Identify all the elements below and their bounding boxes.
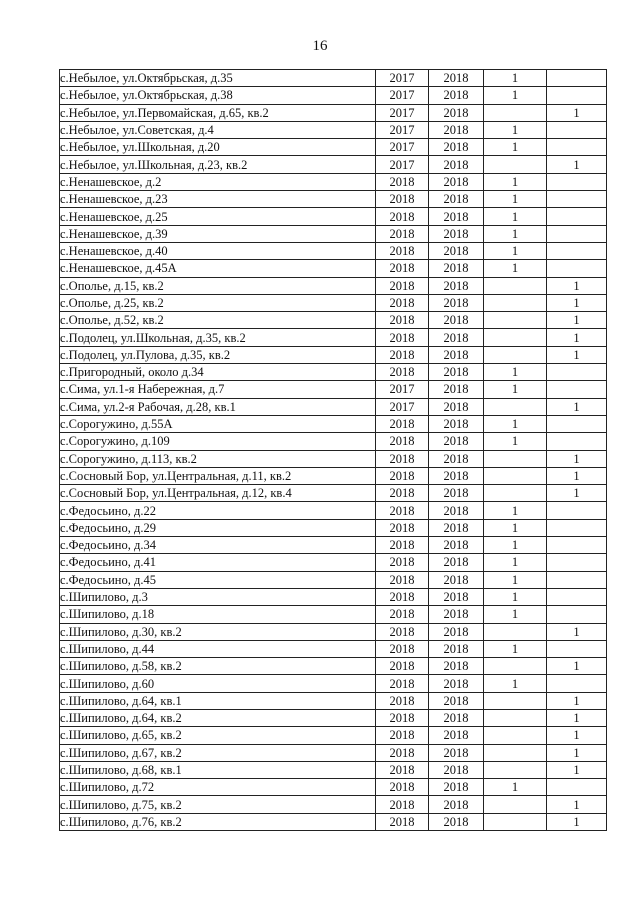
- year-end-cell: 2018: [429, 606, 484, 623]
- year-end-cell: 2018: [429, 346, 484, 363]
- table-row: [60, 415, 607, 432]
- year-start-cell: 2018: [376, 727, 429, 744]
- count-a-cell: 1: [484, 606, 547, 623]
- count-b-cell: 1: [547, 156, 607, 173]
- count-a-cell: 1: [484, 433, 547, 450]
- table-row: [60, 242, 607, 259]
- table-row: [60, 727, 607, 744]
- count-a-cell: 1: [484, 779, 547, 796]
- count-b-cell: [547, 415, 607, 432]
- address-cell: с.Шипилово, д.58, кв.2: [60, 658, 376, 675]
- count-a-cell: 1: [484, 640, 547, 657]
- address-cell: с.Шипилово, д.75, кв.2: [60, 796, 376, 813]
- count-a-cell: [484, 658, 547, 675]
- table-row: [60, 709, 607, 726]
- year-start-cell: 2018: [376, 242, 429, 259]
- year-start-cell: 2018: [376, 467, 429, 484]
- table-row: [60, 537, 607, 554]
- address-cell: с.Ненашевское, д.23: [60, 191, 376, 208]
- year-end-cell: 2018: [429, 433, 484, 450]
- count-a-cell: [484, 692, 547, 709]
- count-b-cell: 1: [547, 658, 607, 675]
- table-row: [60, 658, 607, 675]
- year-start-cell: 2018: [376, 415, 429, 432]
- year-start-cell: 2018: [376, 364, 429, 381]
- year-start-cell: 2018: [376, 277, 429, 294]
- table-row: [60, 588, 607, 605]
- table-row: [60, 433, 607, 450]
- year-end-cell: 2018: [429, 294, 484, 311]
- year-end-cell: 2018: [429, 623, 484, 640]
- address-cell: с.Сорогужино, д.113, кв.2: [60, 450, 376, 467]
- address-cell: с.Шипилово, д.64, кв.1: [60, 692, 376, 709]
- address-cell: с.Ополье, д.25, кв.2: [60, 294, 376, 311]
- year-end-cell: 2018: [429, 779, 484, 796]
- address-cell: с.Шипилово, д.76, кв.2: [60, 813, 376, 830]
- year-end-cell: 2018: [429, 554, 484, 571]
- table-row: [60, 761, 607, 778]
- address-cell: с.Сорогужино, д.109: [60, 433, 376, 450]
- year-start-cell: 2017: [376, 87, 429, 104]
- count-a-cell: 1: [484, 208, 547, 225]
- address-cell: с.Шипилово, д.65, кв.2: [60, 727, 376, 744]
- count-a-cell: [484, 104, 547, 121]
- count-a-cell: 1: [484, 191, 547, 208]
- count-a-cell: 1: [484, 537, 547, 554]
- year-start-cell: 2018: [376, 173, 429, 190]
- count-a-cell: [484, 813, 547, 830]
- year-start-cell: 2017: [376, 121, 429, 138]
- year-end-cell: 2018: [429, 485, 484, 502]
- address-cell: с.Ненашевское, д.40: [60, 242, 376, 259]
- year-end-cell: 2018: [429, 87, 484, 104]
- count-b-cell: 1: [547, 277, 607, 294]
- address-cell: с.Сима, ул.2-я Рабочая, д.28, кв.1: [60, 398, 376, 415]
- count-a-cell: [484, 727, 547, 744]
- year-start-cell: 2018: [376, 554, 429, 571]
- table-row: [60, 191, 607, 208]
- table-row: [60, 139, 607, 156]
- year-start-cell: 2018: [376, 191, 429, 208]
- year-end-cell: 2018: [429, 398, 484, 415]
- year-start-cell: 2017: [376, 156, 429, 173]
- count-a-cell: 1: [484, 554, 547, 571]
- table-row: [60, 104, 607, 121]
- count-a-cell: [484, 744, 547, 761]
- count-a-cell: [484, 709, 547, 726]
- count-a-cell: 1: [484, 225, 547, 242]
- table-row: [60, 294, 607, 311]
- registry-table: [59, 69, 607, 831]
- table-row: [60, 485, 607, 502]
- table-row: [60, 312, 607, 329]
- count-b-cell: 1: [547, 813, 607, 830]
- table-row: [60, 277, 607, 294]
- year-end-cell: 2018: [429, 658, 484, 675]
- year-end-cell: 2018: [429, 502, 484, 519]
- year-end-cell: 2018: [429, 260, 484, 277]
- count-a-cell: [484, 156, 547, 173]
- year-start-cell: 2018: [376, 260, 429, 277]
- count-b-cell: 1: [547, 692, 607, 709]
- count-b-cell: [547, 433, 607, 450]
- year-start-cell: 2017: [376, 70, 429, 87]
- count-a-cell: [484, 485, 547, 502]
- year-start-cell: 2018: [376, 485, 429, 502]
- year-end-cell: 2018: [429, 242, 484, 259]
- count-a-cell: 1: [484, 260, 547, 277]
- table-row: [60, 398, 607, 415]
- count-b-cell: 1: [547, 796, 607, 813]
- year-end-cell: 2018: [429, 104, 484, 121]
- address-cell: с.Небылое, ул.Октябрьская, д.38: [60, 87, 376, 104]
- year-end-cell: 2018: [429, 208, 484, 225]
- year-end-cell: 2018: [429, 796, 484, 813]
- count-b-cell: [547, 121, 607, 138]
- year-start-cell: 2018: [376, 692, 429, 709]
- count-a-cell: 1: [484, 571, 547, 588]
- table-row: [60, 519, 607, 536]
- year-start-cell: 2018: [376, 312, 429, 329]
- year-end-cell: 2018: [429, 121, 484, 138]
- year-start-cell: 2018: [376, 779, 429, 796]
- year-start-cell: 2018: [376, 433, 429, 450]
- count-b-cell: [547, 537, 607, 554]
- count-a-cell: [484, 329, 547, 346]
- count-b-cell: [547, 779, 607, 796]
- count-b-cell: 1: [547, 104, 607, 121]
- year-start-cell: 2017: [376, 381, 429, 398]
- count-b-cell: 1: [547, 346, 607, 363]
- address-cell: с.Ополье, д.52, кв.2: [60, 312, 376, 329]
- table-row: [60, 260, 607, 277]
- address-cell: с.Ненашевское, д.25: [60, 208, 376, 225]
- table-row: [60, 796, 607, 813]
- count-b-cell: [547, 260, 607, 277]
- year-start-cell: 2018: [376, 502, 429, 519]
- table-row: [60, 173, 607, 190]
- count-a-cell: 1: [484, 70, 547, 87]
- count-a-cell: 1: [484, 588, 547, 605]
- address-cell: с.Небылое, ул.Школьная, д.20: [60, 139, 376, 156]
- year-end-cell: 2018: [429, 329, 484, 346]
- address-cell: с.Федосьино, д.45: [60, 571, 376, 588]
- table-row: [60, 675, 607, 692]
- year-end-cell: 2018: [429, 277, 484, 294]
- address-cell: с.Небылое, ул.Первомайская, д.65, кв.2: [60, 104, 376, 121]
- table-row: [60, 779, 607, 796]
- count-a-cell: [484, 312, 547, 329]
- address-cell: с.Федосьино, д.22: [60, 502, 376, 519]
- year-end-cell: 2018: [429, 70, 484, 87]
- count-b-cell: [547, 381, 607, 398]
- count-b-cell: [547, 554, 607, 571]
- year-end-cell: 2018: [429, 692, 484, 709]
- year-start-cell: 2018: [376, 623, 429, 640]
- count-a-cell: [484, 450, 547, 467]
- year-end-cell: 2018: [429, 537, 484, 554]
- address-cell: с.Небылое, ул.Октябрьская, д.35: [60, 70, 376, 87]
- year-start-cell: 2017: [376, 398, 429, 415]
- year-start-cell: 2018: [376, 537, 429, 554]
- count-b-cell: 1: [547, 398, 607, 415]
- address-cell: с.Шипилово, д.44: [60, 640, 376, 657]
- count-a-cell: 1: [484, 242, 547, 259]
- address-cell: с.Федосьино, д.41: [60, 554, 376, 571]
- table-row: [60, 571, 607, 588]
- address-cell: с.Сосновый Бор, ул.Центральная, д.12, кв.4: [60, 485, 376, 502]
- table-row: [60, 381, 607, 398]
- address-cell: с.Шипилово, д.64, кв.2: [60, 709, 376, 726]
- year-start-cell: 2018: [376, 346, 429, 363]
- table-row: [60, 623, 607, 640]
- year-end-cell: 2018: [429, 813, 484, 830]
- year-end-cell: 2018: [429, 519, 484, 536]
- count-a-cell: [484, 346, 547, 363]
- year-start-cell: 2018: [376, 675, 429, 692]
- year-start-cell: 2018: [376, 519, 429, 536]
- count-b-cell: 1: [547, 450, 607, 467]
- count-b-cell: 1: [547, 294, 607, 311]
- year-end-cell: 2018: [429, 709, 484, 726]
- count-b-cell: 1: [547, 312, 607, 329]
- year-end-cell: 2018: [429, 139, 484, 156]
- address-cell: с.Шипилово, д.67, кв.2: [60, 744, 376, 761]
- count-a-cell: 1: [484, 502, 547, 519]
- table-row: [60, 640, 607, 657]
- count-b-cell: [547, 70, 607, 87]
- count-b-cell: 1: [547, 623, 607, 640]
- year-start-cell: 2018: [376, 640, 429, 657]
- count-b-cell: [547, 588, 607, 605]
- year-end-cell: 2018: [429, 588, 484, 605]
- page-number: 16: [312, 38, 328, 54]
- count-a-cell: 1: [484, 87, 547, 104]
- table-row: [60, 450, 607, 467]
- year-start-cell: 2018: [376, 606, 429, 623]
- count-a-cell: [484, 623, 547, 640]
- year-end-cell: 2018: [429, 727, 484, 744]
- count-b-cell: 1: [547, 709, 607, 726]
- address-cell: с.Шипилово, д.60: [60, 675, 376, 692]
- year-end-cell: 2018: [429, 225, 484, 242]
- table-row: [60, 121, 607, 138]
- year-end-cell: 2018: [429, 675, 484, 692]
- count-b-cell: [547, 191, 607, 208]
- count-b-cell: [547, 139, 607, 156]
- address-cell: с.Ненашевское, д.45А: [60, 260, 376, 277]
- count-b-cell: [547, 173, 607, 190]
- year-end-cell: 2018: [429, 364, 484, 381]
- table-row: [60, 364, 607, 381]
- address-cell: с.Небылое, ул.Школьная, д.23, кв.2: [60, 156, 376, 173]
- table-row: [60, 70, 607, 87]
- count-b-cell: [547, 242, 607, 259]
- table-row: [60, 208, 607, 225]
- address-cell: с.Ненашевское, д.2: [60, 173, 376, 190]
- address-cell: с.Сосновый Бор, ул.Центральная, д.11, кв.2: [60, 467, 376, 484]
- year-start-cell: 2018: [376, 744, 429, 761]
- year-start-cell: 2018: [376, 225, 429, 242]
- address-cell: с.Сима, ул.1-я Набережная, д.7: [60, 381, 376, 398]
- table-row: [60, 225, 607, 242]
- table-row: [60, 554, 607, 571]
- address-cell: с.Небылое, ул.Советская, д.4: [60, 121, 376, 138]
- count-a-cell: [484, 277, 547, 294]
- year-start-cell: 2017: [376, 139, 429, 156]
- count-b-cell: [547, 502, 607, 519]
- count-b-cell: 1: [547, 329, 607, 346]
- count-b-cell: 1: [547, 761, 607, 778]
- count-a-cell: 1: [484, 364, 547, 381]
- year-end-cell: 2018: [429, 761, 484, 778]
- count-a-cell: [484, 467, 547, 484]
- year-start-cell: 2018: [376, 450, 429, 467]
- year-end-cell: 2018: [429, 312, 484, 329]
- year-start-cell: 2018: [376, 588, 429, 605]
- year-end-cell: 2018: [429, 381, 484, 398]
- table-row: [60, 606, 607, 623]
- year-start-cell: 2018: [376, 813, 429, 830]
- count-a-cell: [484, 796, 547, 813]
- count-b-cell: [547, 225, 607, 242]
- year-end-cell: 2018: [429, 571, 484, 588]
- count-a-cell: [484, 761, 547, 778]
- year-end-cell: 2018: [429, 191, 484, 208]
- year-start-cell: 2018: [376, 571, 429, 588]
- table-row: [60, 87, 607, 104]
- address-cell: с.Шипилово, д.18: [60, 606, 376, 623]
- count-a-cell: 1: [484, 173, 547, 190]
- year-start-cell: 2018: [376, 709, 429, 726]
- count-a-cell: 1: [484, 139, 547, 156]
- count-b-cell: [547, 606, 607, 623]
- address-cell: с.Подолец, ул.Пулова, д.35, кв.2: [60, 346, 376, 363]
- address-cell: с.Ненашевское, д.39: [60, 225, 376, 242]
- year-end-cell: 2018: [429, 156, 484, 173]
- address-cell: с.Федосьино, д.29: [60, 519, 376, 536]
- year-end-cell: 2018: [429, 450, 484, 467]
- count-b-cell: [547, 364, 607, 381]
- address-cell: с.Шипилово, д.72: [60, 779, 376, 796]
- year-end-cell: 2018: [429, 744, 484, 761]
- address-cell: с.Подолец, ул.Школьная, д.35, кв.2: [60, 329, 376, 346]
- address-cell: с.Ополье, д.15, кв.2: [60, 277, 376, 294]
- year-end-cell: 2018: [429, 467, 484, 484]
- table-row: [60, 156, 607, 173]
- year-start-cell: 2017: [376, 104, 429, 121]
- count-b-cell: [547, 675, 607, 692]
- count-a-cell: 1: [484, 121, 547, 138]
- year-end-cell: 2018: [429, 173, 484, 190]
- year-start-cell: 2018: [376, 294, 429, 311]
- count-b-cell: [547, 519, 607, 536]
- count-a-cell: 1: [484, 381, 547, 398]
- count-b-cell: [547, 571, 607, 588]
- year-end-cell: 2018: [429, 415, 484, 432]
- address-cell: с.Шипилово, д.3: [60, 588, 376, 605]
- year-end-cell: 2018: [429, 640, 484, 657]
- table-row: [60, 346, 607, 363]
- count-a-cell: 1: [484, 415, 547, 432]
- year-start-cell: 2018: [376, 761, 429, 778]
- table-row: [60, 329, 607, 346]
- count-a-cell: [484, 294, 547, 311]
- table-row: [60, 692, 607, 709]
- count-b-cell: 1: [547, 744, 607, 761]
- year-start-cell: 2018: [376, 329, 429, 346]
- address-cell: с.Сорогужино, д.55А: [60, 415, 376, 432]
- table-body: [60, 70, 607, 831]
- address-cell: с.Шипилово, д.68, кв.1: [60, 761, 376, 778]
- count-b-cell: 1: [547, 485, 607, 502]
- count-b-cell: [547, 208, 607, 225]
- count-b-cell: [547, 640, 607, 657]
- year-start-cell: 2018: [376, 208, 429, 225]
- count-a-cell: [484, 398, 547, 415]
- table-row: [60, 467, 607, 484]
- count-a-cell: 1: [484, 519, 547, 536]
- count-b-cell: 1: [547, 467, 607, 484]
- address-cell: с.Федосьино, д.34: [60, 537, 376, 554]
- address-cell: с.Шипилово, д.30, кв.2: [60, 623, 376, 640]
- table-row: [60, 502, 607, 519]
- count-b-cell: [547, 87, 607, 104]
- table-row: [60, 813, 607, 830]
- year-start-cell: 2018: [376, 658, 429, 675]
- count-a-cell: 1: [484, 675, 547, 692]
- count-b-cell: 1: [547, 727, 607, 744]
- year-start-cell: 2018: [376, 796, 429, 813]
- address-cell: с.Пригородный, около д.34: [60, 364, 376, 381]
- table-row: [60, 744, 607, 761]
